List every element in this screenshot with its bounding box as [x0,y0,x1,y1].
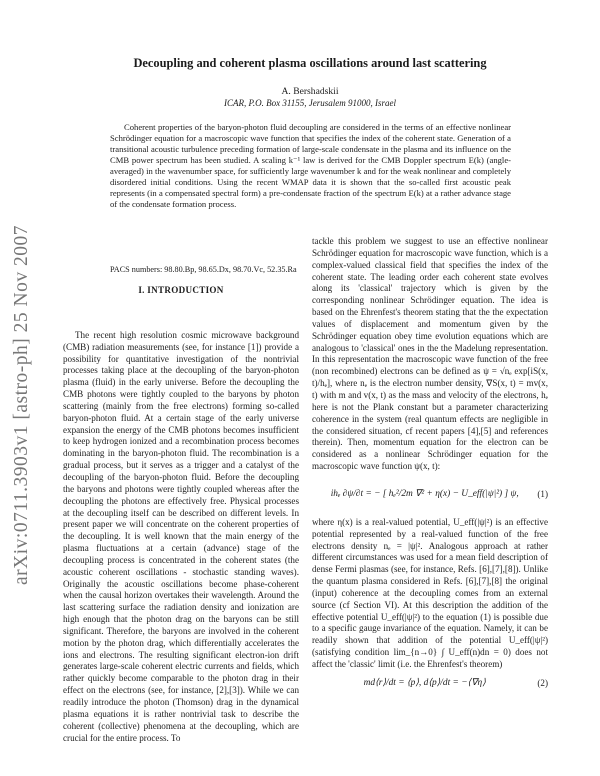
body-paragraph: tackle this problem we suggest to use an effective nonlinear Schrödinger equation for macroscopic wave function, which is a complex-valued classical field that specifies the index of the coherent state. The leading order each coherent state evolves along its 'classical' trajectory which is given by the corresponding nonlinear Schrödinger equation. The idea is based on the Ehrenfest's theorem stating that the the expectation values of displacement and momentum given by the Schrödinger equation obey time evolution equations which are analogous to 'classical' ones in the the Madelung representation. In this representation the macroscopic wave function of the free (non recombined) electrons can be defined as ψ = √nₑ exp[iS(x, t)/hₑ], where nₑ is the electron number density, ∇S(x, t) = mv(x, t) with m and v(x, t) as the mass and velocity of the electrons, hₑ here is not the Plank constant but a parameter characterizing coherence in the system (real quantum effects are negligible in the considered situation, cf recent papers [4],[5] and references therein). Then, momentum equation for the electron can be considered as a nonlinear Schrödinger equation for the macroscopic wave function ψ(x, t): [312,236,548,472]
abstract: Coherent properties of the baryon-photon fluid decoupling are considered in the terms of an effective nonlinear Schrödinger equation for a macroscopic wave function that specifies the index of the coherent state. Generation of a transitional acoustic turbulence preceding formation of large-scale condensate in the plasma and its influence on the CMB power spectrum has been studied. A scaling k⁻¹ law is derived for the CMB Doppler spectrum E(k) (angle-averaged) in the wavenumber space, for sufficiently large wavenumber k and for the weak nonlinear and completely disordered initial conditions. Using the recent WMAP data it is shown that the so-called first acoustic peak represents (in a compensated spectral form) a pre-condensate fraction of the spectrum E(k) at a rather advance stage of the condensate formation process. [110,122,511,209]
equation-1-number: (1) [537,488,548,499]
equation-2-body: md⟨r⟩/dt = ⟨p⟩, d⟨p⟩/dt = −⟨∇η⟩ [363,677,486,688]
right-column [312,236,548,699]
left-column [63,282,299,744]
equation-2-number: (2) [537,677,548,688]
paper-title: Decoupling and coherent plasma oscillations around last scattering [133,56,487,70]
equation-1 [312,481,548,509]
section-heading: I. INTRODUCTION [138,285,224,295]
author-name: A. Bershadskii [281,86,339,97]
pacs-numbers: PACS numbers: 98.80.Bp, 98.65.Dx, 98.70.Vc, 52.35.Ra [110,265,297,274]
intro-paragraph: The recent high resolution cosmic microwave background (CMB) radiation measurements (see, for instance [1]) provide a possibility for quantitative investigation of the nontrivial processes taking place at the decoupling of the baryon-photon plasma (fluid) in the early universe. Before the decoupling the CMB photons were tightly coupled to the baryons by photon scattering (mainly from the free electrons) forming so-called baryon-photon fluid. At a certain stage of the early universe expansion the energy of the CMB photons becomes insufficient to keep hydrogen ionized and a recombination process becomes dominating in the baryon-photon fluid. The recombination is a gradual process, but it serves as a trigger and a catalyst of the decoupling of the baryon-photon fluid. Before the decoupling the baryons and photons were tightly coupled whereas after the decoupling the photons are effectively free. Physical processes at the decoupling itself can be described on different levels. In present paper we will concentrate on the coherent properties of the decoupling. It is well known that the main energy of the plasma fluctuations at a certain (advance) stage of the decoupling process is concentrated in the coherent states (the acoustic coherent oscillations - stochastic standing waves). Originally the acoustic oscillations become phase-coherent when the causal horizon overtakes their wavelength. Around the last scattering surface the radiation density and ionization are high enough that the photon drag on the baryons can be still significant. Therefore, the baryons are involved in the coherent motion by the photon drag, which differentially accelerates the ions and electrons. The resulting significant electron-ion drift generates large-scale coherent electric currents and fields, which rather quickly become comparable to the photon drag in their effect on the electrons (see, for instance, [2],[3]). While we can readily introduce the photon (Thomson) drag in the dynamical plasma equations it is rather nontrivial task to describe the coherent (collective) phenomena at the decoupling, which are crucial for the entire process. To [63,329,299,743]
equation-1-body: ihₑ ∂ψ/∂t = − [ hₑ²/2m ∇² + η(x) − U_eff(|ψ|²) ] ψ, [330,488,519,499]
arxiv-identifier-sidebar [4,210,40,600]
equation-2 [312,677,548,691]
author-affiliation: ICAR, P.O. Box 31155, Jerusalem 91000, Israel [224,98,396,108]
body-paragraph: where η(x) is a real-valued potential, U_eff(|ψ|²) is an effective potential represented by a real-valued function of the free electrons density nₑ = |ψ|². Analogous approach at rather different circumstances was used for a mean field description of dense Fermi plasmas (see, for instance, Refs. [6],[7],[8]). Unlike the quantum plasma considered in Refs. [6],[7],[8] the original (input) coherence at the decoupling comes from an external source (cf Section VI). At this description the addition of the effective potential U_eff(|ψ|²) to the equation (1) is possible due to a specific gauge invariance of the equation. Namely, it can be readily shown that addition of the potential U_eff(|ψ|²) (satisfying condition lim_{n→0} ∫ U_eff(n)dn = 0) does not affect the 'classic' limit (i.e. the Ehrenfest's theorem) [312,516,548,669]
arxiv-identifier: arXiv:0711.3903v1 [astro-ph] 25 Nov 2007 [11,225,32,585]
